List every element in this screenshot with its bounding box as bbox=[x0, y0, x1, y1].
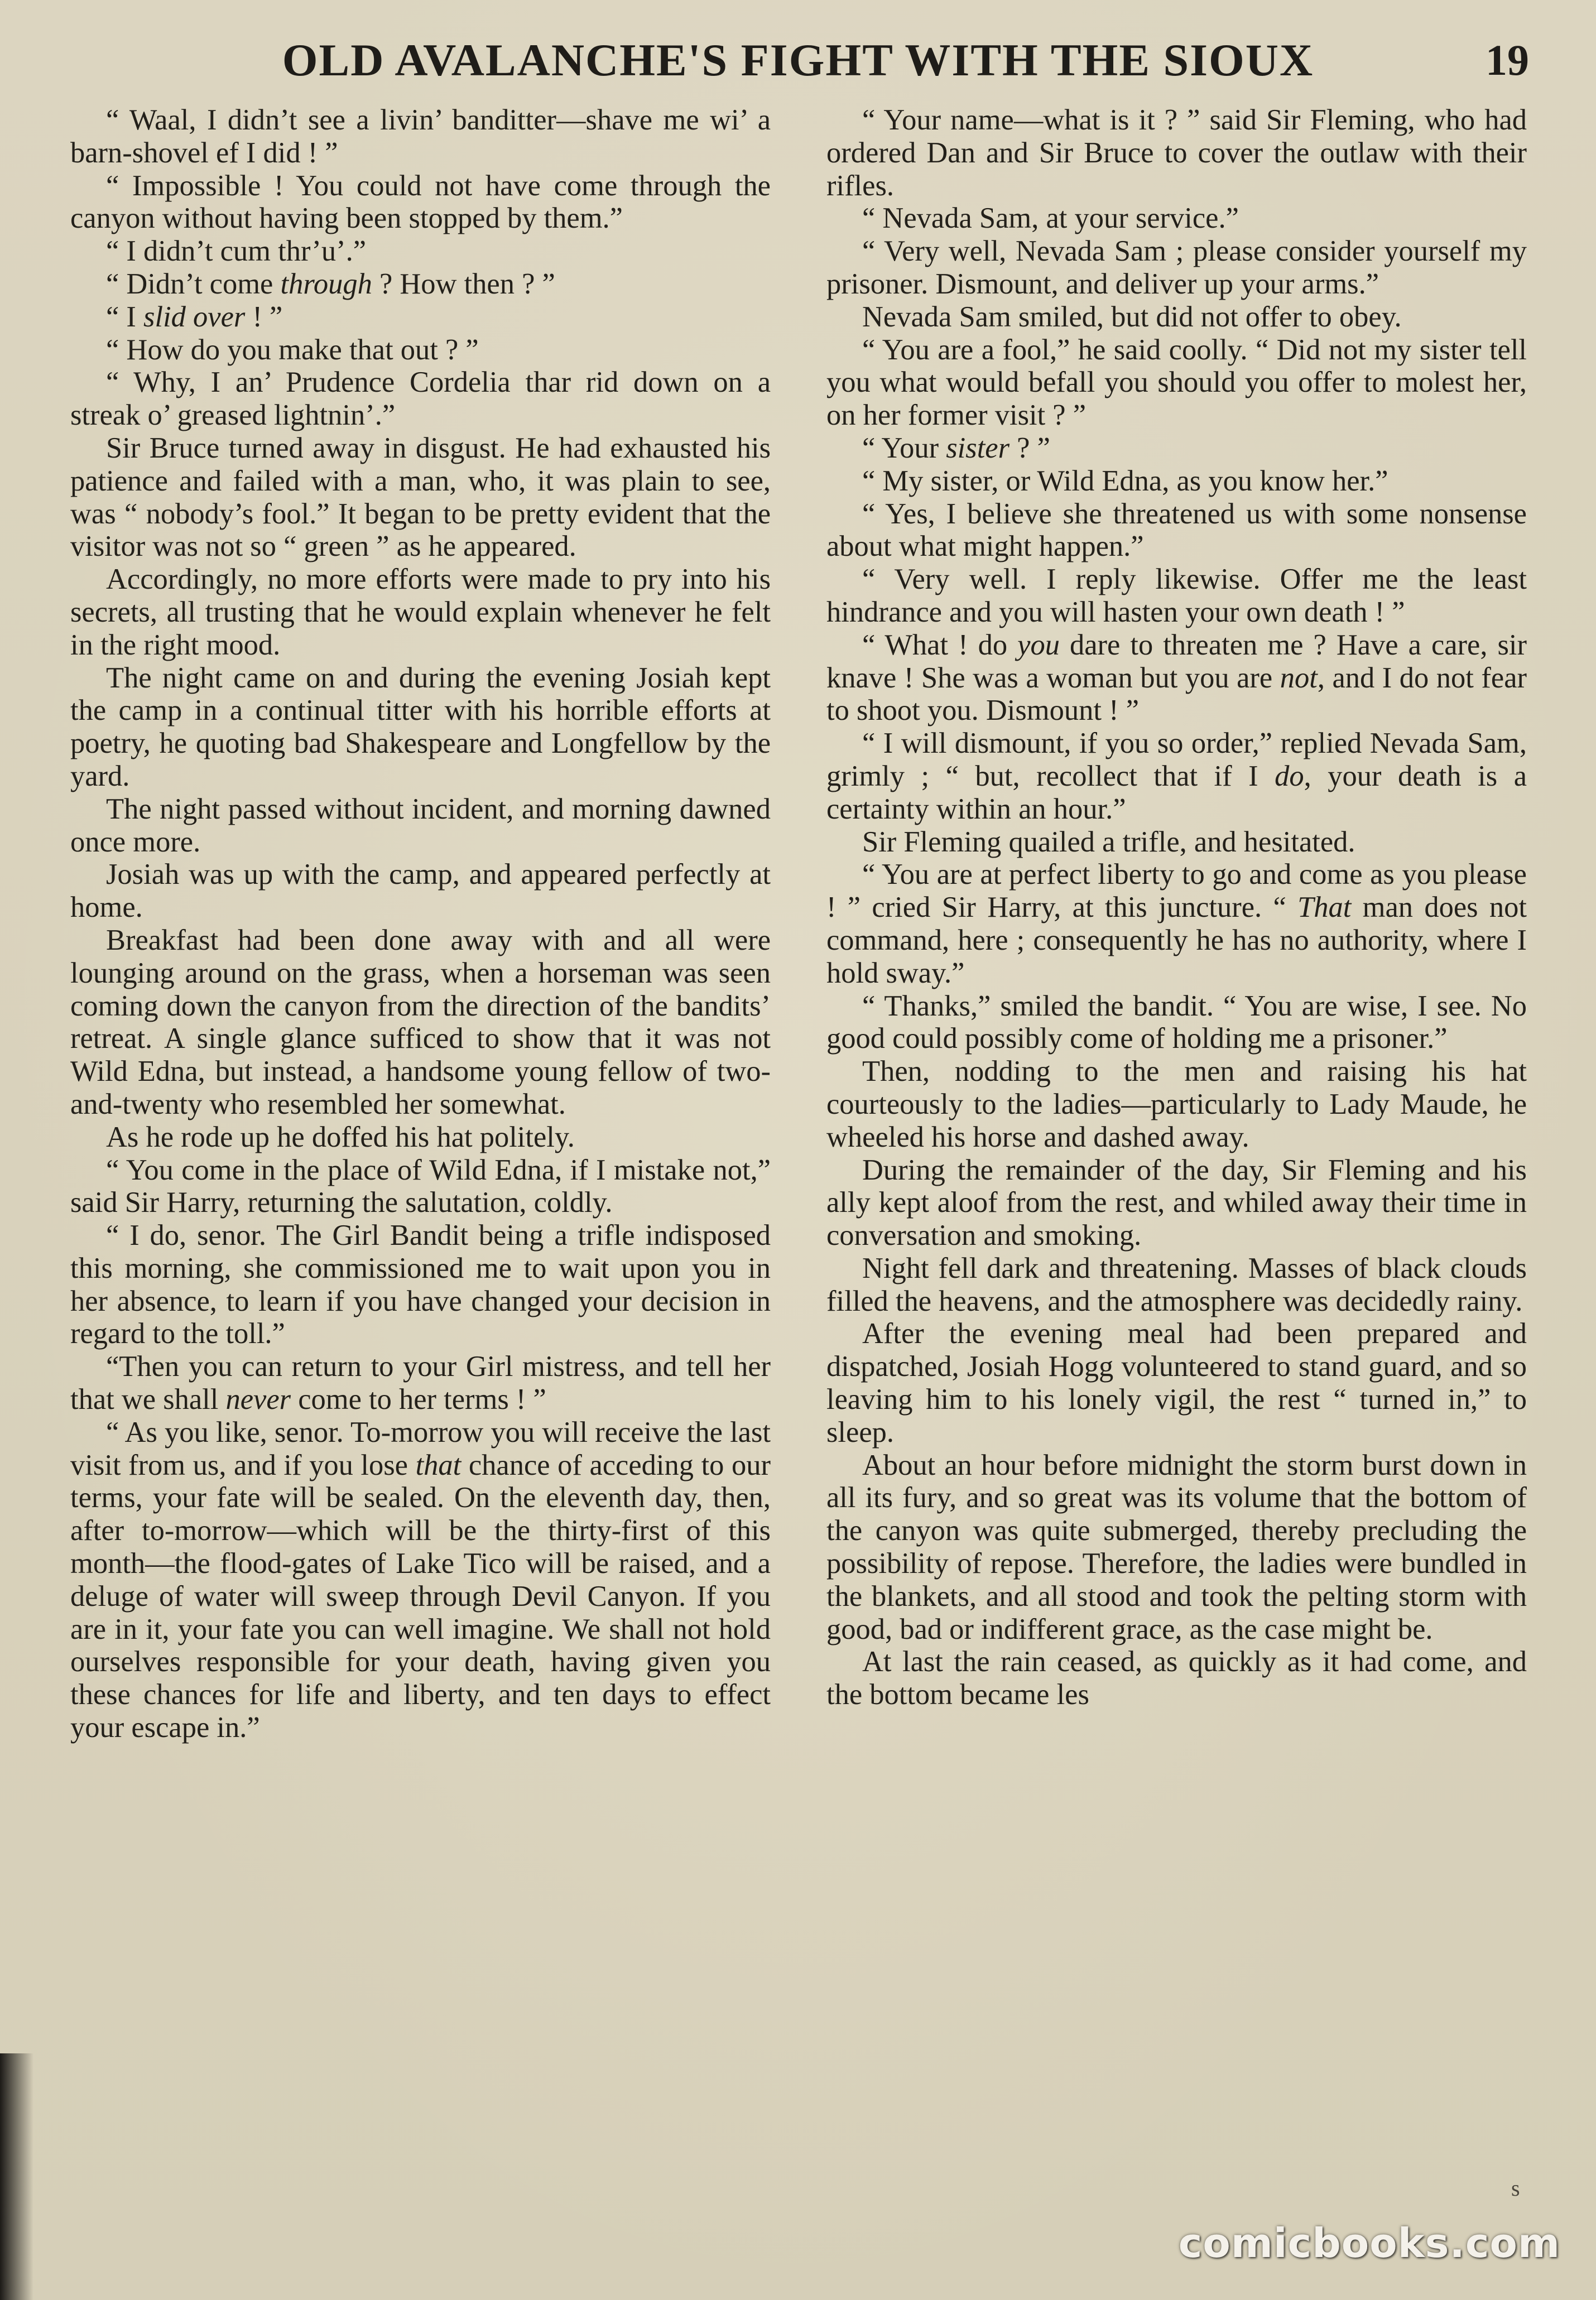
italic-text: never bbox=[225, 1383, 291, 1416]
text-run: “ My sister, or Wild Edna, as you know her.” bbox=[862, 464, 1388, 497]
right-text-column bbox=[826, 104, 1527, 1711]
text-run: The night came on and during the evening Josiah kept the camp in a continual titter with his horrible efforts at poetry, he quoting bad Shakespeare and Longfellow by the yard. bbox=[70, 661, 771, 792]
running-title: OLD AVALANCHE'S FIGHT WITH THE SIOUX bbox=[282, 35, 1314, 85]
text-run: “ You come in the place of Wild Edna, if I mistake not,” said Sir Harry, returning the salutation, coldly. bbox=[70, 1153, 771, 1219]
text-run: At last the rain ceased, as quickly as it had come, and the bottom became les bbox=[826, 1645, 1527, 1711]
text-run: “ I didn’t cum thr’u’.” bbox=[106, 235, 367, 268]
paragraph bbox=[826, 563, 1527, 629]
italic-text: sister bbox=[946, 431, 1010, 464]
italic-text: slid over bbox=[143, 300, 246, 333]
paragraph bbox=[70, 662, 771, 793]
catchword: s bbox=[1511, 2176, 1520, 2201]
text-run: After the evening meal had been prepared and dispatched, Josiah Hogg volunteered to stand guard, and so leaving him to his lonely vigil, the rest “ turned in,” to sleep. bbox=[826, 1317, 1527, 1449]
text-run: Josiah was up with the camp, and appeared perfectly at home. bbox=[70, 858, 771, 924]
paragraph bbox=[826, 1252, 1527, 1318]
paragraph bbox=[70, 563, 771, 661]
text-run: ? ” bbox=[1009, 431, 1050, 464]
paragraph bbox=[70, 334, 771, 367]
text-run: come to her terms ! ” bbox=[291, 1383, 546, 1416]
paragraph bbox=[826, 1317, 1527, 1449]
text-run: As he rode up he doffed his hat politely. bbox=[106, 1120, 575, 1153]
text-run: Nevada Sam smiled, but did not offer to obey. bbox=[862, 300, 1402, 333]
paragraph bbox=[826, 1055, 1527, 1153]
text-run: “ Impossible ! You could not have come through the canyon without having been stopped by them.” bbox=[70, 169, 771, 235]
italic-text: not bbox=[1280, 661, 1318, 694]
text-run: ! ” bbox=[245, 300, 283, 333]
paragraph bbox=[826, 1645, 1527, 1711]
paragraph bbox=[70, 1154, 771, 1220]
text-run: “ Waal, I didn’t see a livin’ banditter—shave me wi’ a barn-shovel ef I did ! ” bbox=[70, 104, 771, 169]
text-run: “ What ! do bbox=[862, 628, 1018, 661]
italic-text: do bbox=[1275, 759, 1304, 792]
paragraph bbox=[826, 629, 1527, 727]
text-run: “ Why, I an’ Prudence Cordelia thar rid down on a streak o’ greased lightnin’.” bbox=[70, 366, 771, 432]
text-run: “ I bbox=[106, 300, 144, 333]
text-run: During the remainder of the day, Sir Fleming and his ally kept aloof from the rest, and whiled away their time in conversation and smoking. bbox=[826, 1153, 1527, 1252]
italic-text: that bbox=[415, 1449, 462, 1481]
paragraph bbox=[826, 727, 1527, 825]
paragraph bbox=[826, 432, 1527, 465]
text-run: “Then you can return to your Girl mistress, and tell her that we shall bbox=[70, 1350, 771, 1416]
paragraph bbox=[826, 990, 1527, 1056]
paragraph bbox=[826, 498, 1527, 564]
text-run: “ I will dismount, if you so order,” replied Nevada Sam, grimly ; “ but, recollect that if I bbox=[826, 727, 1527, 792]
text-run: “ Thanks,” smiled the bandit. “ You are wise, I see. No good could possibly come of holding me a prisoner.” bbox=[826, 989, 1527, 1055]
text-run: “ You are at perfect liberty to go and come as you please ! ” cried Sir Harry, at this juncture. “ bbox=[826, 858, 1527, 924]
text-run: The night passed without incident, and morning dawned once more. bbox=[70, 792, 771, 858]
paragraph bbox=[70, 924, 771, 1121]
text-run: “ Very well, Nevada Sam ; please consider yourself my prisoner. Dismount, and deliver up your arms.” bbox=[826, 235, 1527, 300]
source-watermark: comicbooks.com bbox=[1178, 2220, 1560, 2267]
text-run: Night fell dark and threatening. Masses of black clouds filled the heavens, and the atmosphere was decidedly rainy. bbox=[826, 1252, 1527, 1317]
paragraph bbox=[70, 235, 771, 268]
paragraph bbox=[70, 858, 771, 924]
text-run: Sir Bruce turned away in disgust. He had exhausted his patience and failed with a man, who, it was plain to see, was “ nobody’s fool.” It began to be pretty evident that the visitor was not so “ green ” as he appeared. bbox=[70, 431, 771, 563]
text-run: “ I do, senor. The Girl Bandit being a trifle indisposed this morning, she commissioned me to wait upon you in her absence, to learn if you have changed your decision in regard to the toll.” bbox=[70, 1219, 771, 1350]
text-run: “ You are a fool,” he said coolly. “ Did not my sister tell you what would befall you should you offer to molest her, on her former visit ? ” bbox=[826, 333, 1527, 432]
italic-text: That bbox=[1297, 891, 1352, 924]
paragraph bbox=[70, 268, 771, 301]
page-number: 19 bbox=[1486, 36, 1529, 84]
text-run: “ Your bbox=[862, 431, 946, 464]
text-run: Accordingly, no more efforts were made to pry into his secrets, all trusting that he would explain whenever he felt in the right mood. bbox=[70, 563, 771, 661]
paragraph bbox=[826, 465, 1527, 498]
paragraph bbox=[826, 334, 1527, 432]
italic-text: through bbox=[280, 267, 372, 300]
italic-text: you bbox=[1017, 628, 1060, 661]
paragraph bbox=[826, 301, 1527, 334]
paragraph bbox=[70, 1350, 771, 1416]
paragraph bbox=[826, 202, 1527, 235]
text-run: Then, nodding to the men and raising his hat courteously to the ladies—particularly to Lady Maude, he wheeled his horse and dashed away. bbox=[826, 1055, 1527, 1153]
paragraph bbox=[70, 170, 771, 235]
text-run: Breakfast had been done away with and all were lounging around on the grass, when a horseman was seen coming down the canyon from the direction of the bandits’ retreat. A single glance sufficed to show that it was not Wild Edna, but instead, a handsome young fellow of two-and-twenty who resembled her somewhat. bbox=[70, 923, 771, 1120]
paragraph bbox=[70, 366, 771, 432]
paragraph bbox=[70, 432, 771, 563]
text-run: “ Yes, I believe she threatened us with some nonsense about what might happen.” bbox=[826, 497, 1527, 563]
paragraph bbox=[70, 1121, 771, 1154]
page-header bbox=[67, 21, 1529, 99]
paragraph bbox=[70, 1219, 771, 1350]
text-run: Sir Fleming quailed a trifle, and hesitated. bbox=[862, 825, 1355, 858]
text-run: About an hour before midnight the storm burst down in all its fury, and so great was its volume that the bottom of the canyon was quite submerged, thereby precluding the possibility of repose. Therefore, the ladies were bundled in the blankets, and all stood and took the pelting storm with good, bad or indifferent grace, as the case might be. bbox=[826, 1449, 1527, 1645]
paragraph bbox=[70, 793, 771, 859]
text-run: “ Your name—what is it ? ” said Sir Fleming, who had ordered Dan and Sir Bruce to cover the outlaw with their rifles. bbox=[826, 104, 1527, 202]
paragraph bbox=[826, 235, 1527, 301]
paragraph bbox=[826, 858, 1527, 989]
text-run: , and I do not fear to shoot you. Dismount ! ” bbox=[826, 661, 1527, 727]
text-run: , your death is a certainty within an hour.” bbox=[826, 759, 1527, 825]
paragraph bbox=[826, 1154, 1527, 1252]
text-run: “ Didn’t come bbox=[106, 267, 281, 300]
text-run: man does not command, here ; consequently he has no authority, where I hold sway.” bbox=[826, 891, 1527, 989]
paragraph bbox=[826, 1449, 1527, 1646]
paragraph bbox=[826, 826, 1527, 859]
text-run: “ How do you make that out ? ” bbox=[106, 333, 479, 366]
paragraph bbox=[826, 104, 1527, 202]
page-edge-shadow bbox=[0, 2053, 33, 2300]
paragraph bbox=[70, 1416, 771, 1744]
left-text-column bbox=[70, 104, 771, 1744]
text-run: “ Nevada Sam, at your service.” bbox=[862, 202, 1239, 235]
text-run: “ As you like, senor. To-morrow you will receive the last visit from us, and if you lose bbox=[70, 1416, 771, 1481]
text-run: ? How then ? ” bbox=[372, 267, 555, 300]
text-run: chance of acceding to our terms, your fate will be sealed. On the eleventh day, then, after to-morrow—which will be the thirty-first of this month—the flood-gates of Lake Tico will be raised, and a deluge of water will sweep through Devil Canyon. If you are in it, your fate you can well imagine. We shall not hold ourselves responsible for your death, having given you these chances for life and liberty, and ten days to effect your escape in.” bbox=[70, 1449, 771, 1744]
text-run: “ Very well. I reply likewise. Offer me the least hindrance and you will hasten your own death ! ” bbox=[826, 563, 1527, 628]
paragraph bbox=[70, 104, 771, 170]
paragraph bbox=[70, 301, 771, 334]
text-run: dare to threaten me ? Have a care, sir knave ! She was a woman but you are bbox=[826, 628, 1527, 694]
